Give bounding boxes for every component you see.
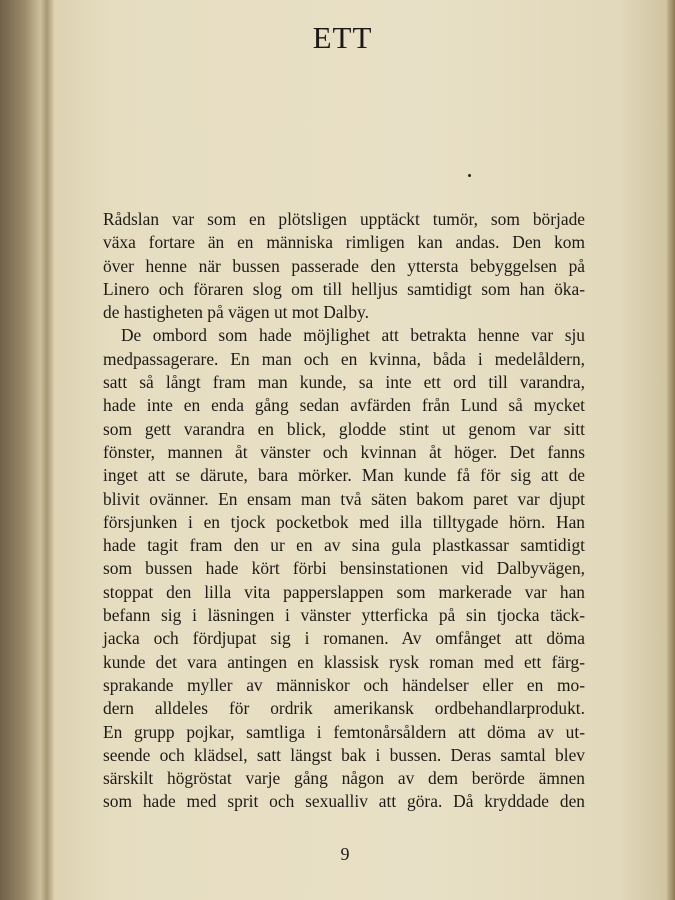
body-text	[103, 208, 585, 814]
text-line: stoppat den lilla vita papperslappen som markerade var han	[103, 581, 585, 602]
page-speck	[468, 174, 471, 177]
text-line: hade inte en enda gång sedan avfärden från Lund så mycket	[103, 395, 585, 416]
text-line: försjunken i en tjock pocketbok med illa tilltygade hörn. Han	[103, 511, 585, 532]
text-line: befann sig i läsningen i vänster ytterficka på sin tjocka täck-	[103, 605, 585, 626]
text-line: fönster, mannen åt vänster och kvinnan åt höger. Det fanns	[103, 441, 585, 462]
chapter-title: ETT	[312, 20, 373, 55]
text-line: dern alldeles för ordrik amerikansk ordbehandlarprodukt.	[103, 698, 585, 719]
text-line: hade tagit fram den ur en av sina gula plastkassar samtidigt	[103, 535, 585, 556]
text-line: särskilt högröstat varje gång någon av dem berörde ämnen	[103, 768, 585, 789]
text-line: satt så långt fram man kunde, sa inte ett ord till varandra,	[103, 372, 585, 393]
text-line: inget att se därute, bara mörker. Man kunde få för sig att de	[103, 465, 585, 486]
text-line: En grupp pojkar, samtliga i femtonårsåldern att döma av ut-	[103, 721, 585, 742]
book-gutter	[40, 0, 54, 900]
text-line: kunde det vara antingen en klassisk rysk roman med ett färg-	[103, 651, 585, 672]
text-line: sprakande myller av människor och händelser eller en mo-	[103, 674, 585, 695]
text-line: Rådslan var som en plötsligen upptäckt tumör, som började	[103, 209, 585, 229]
right-page-edge	[667, 0, 675, 900]
text-line: Linero och föraren slog om till helljus samtidigt som han öka-	[103, 278, 585, 299]
text-line: De ombord som hade möjlighet att betrakta henne var sju	[121, 325, 585, 346]
text-line: växa fortare än en människa rimligen kan andas. Den kom	[103, 232, 585, 253]
text-line: blivit ovänner. En ensam man två säten bakom paret var djupt	[103, 488, 585, 509]
text-line: som hade med sprit och sexualliv att göra. Då kryddade den	[103, 791, 585, 812]
text-line: som bussen hade kört förbi bensinstationen vid Dalbyvägen,	[103, 558, 585, 579]
text-line: medpassagerare. En man och en kvinna, båda i medelåldern,	[103, 348, 585, 369]
page-number: 9	[340, 844, 350, 864]
text-line: över henne när bussen passerade den yttersta bebyggelsen på	[103, 255, 585, 276]
text-line: seende och klädsel, satt längst bak i bussen. Deras samtal blev	[103, 744, 585, 765]
text-line: som gett varandra en blick, glodde stint ut genom var sitt	[103, 418, 585, 439]
text-line: jacka och fördjupat sig i romanen. Av omfånget att döma	[103, 628, 585, 649]
text-line: de hastigheten på vägen ut mot Dalby.	[103, 302, 369, 323]
